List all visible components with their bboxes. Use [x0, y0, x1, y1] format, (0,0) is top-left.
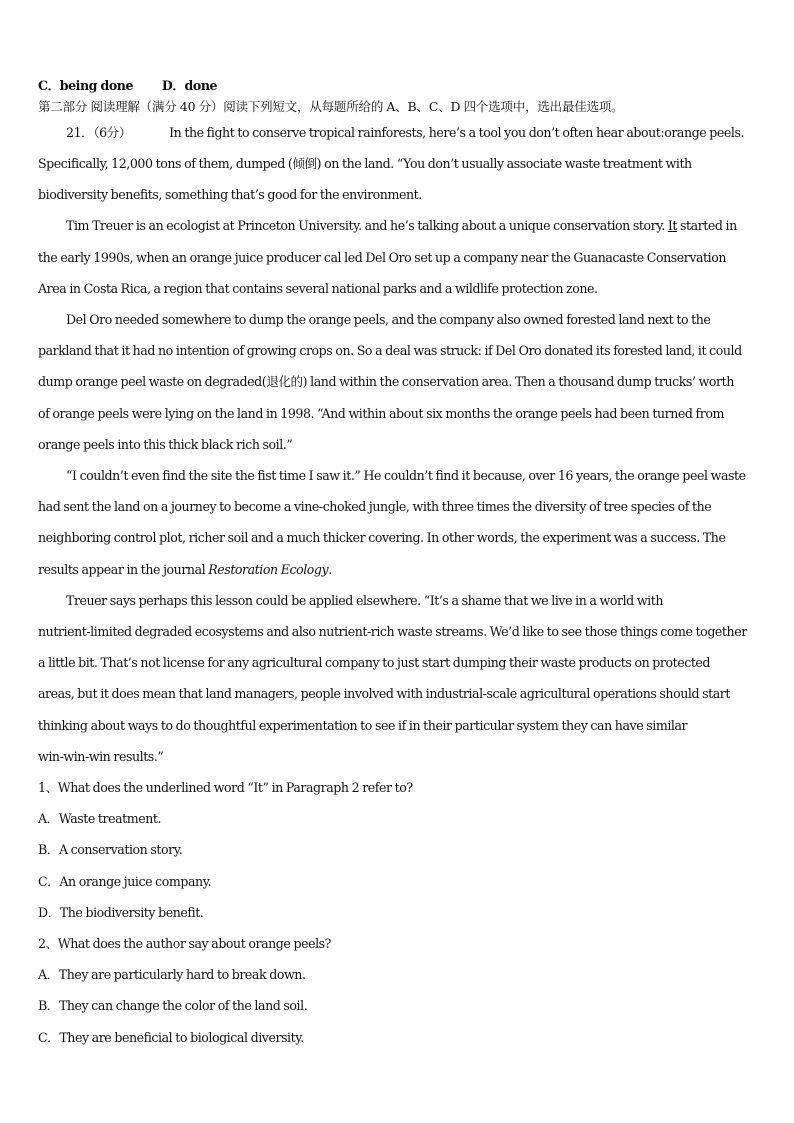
passage-line: areas, but it does mean that land managers, people involved with industrial-scale agricultural operations should start [38, 686, 730, 701]
passage-paragraph-4-last-line [38, 562, 760, 578]
section-heading: 第二部分 阅读理解（满分 40 分）阅读下列短文，从每题所给的 A、B、C、D 四个选项中，选出最佳选项。 [38, 99, 624, 114]
option-c: C．being done [38, 78, 134, 93]
passage-line: of orange peels were lying on the land in 1998. “And within about six months the orange peels had been turned from [38, 406, 724, 421]
passage-paragraph-1-line-1 [66, 125, 760, 141]
question-1-option-c: C．An orange juice company. [38, 874, 212, 889]
question-1-option-b: B．A conservation story. [38, 842, 183, 857]
passage-line: had sent the land on a journey to become a vine-choked jungle, with three times the diversity of tree species of the [38, 499, 712, 514]
passage-line: dump orange peel waste on degraded(退化的) land within the conservation area. Then a thousand dump trucks’ worth [38, 374, 734, 389]
passage-paragraph-5-line-1: Treuer says perhaps this lesson could be applied elsewhere. “It’s a shame that we live in a world with [66, 593, 663, 608]
passage-text: In the fight to conserve tropical rainforests, here’s a tool you don’t often hear about:orange peels. [169, 125, 745, 140]
question-number: 21．（6分） [66, 125, 131, 140]
passage-text: . [328, 562, 332, 577]
question-1-option-a: A．Waste treatment. [38, 811, 162, 826]
passage-line: biodiversity benefits, something that’s good for the environment. [38, 187, 422, 202]
passage-line: thinking about ways to do thoughtful experimentation to see if in their particular system they can have similar [38, 718, 688, 733]
journal-title: Restoration Ecology [208, 562, 329, 577]
passage-line: orange peels into this thick black rich soil.” [38, 437, 293, 452]
passage-text: results appear in the journal [38, 562, 209, 577]
passage-text: started in [676, 218, 737, 233]
passage-paragraph-4-line-1: “I couldn’t even find the site the fist time I saw it.” He couldn’t find it because, over 16 years, the orange peel waste [66, 468, 746, 483]
passage-line: Specifically, 12,000 tons of them, dumped (倾倒) on the land. “You don’t usually associate waste treatment with [38, 156, 692, 171]
passage-text: Tim Treuer is an ecologist at Princeton University. and he’s talking about a unique conservation story. [66, 218, 668, 233]
question-2-option-b: B．They can change the color of the land soil. [38, 998, 308, 1013]
option-d: D．done [161, 78, 218, 93]
passage-line: parkland that it had no intention of growing crops on. So a deal was struck: if Del Oro donated its forested land, it could [38, 343, 742, 358]
question-1-option-d: D．The biodiversity benefit. [38, 905, 204, 920]
underlined-word-it: It [667, 218, 677, 233]
question-2-option-c: C．They are beneficial to biological diversity. [38, 1030, 304, 1045]
passage-line: win-win-win results.” [38, 749, 164, 764]
passage-line: a little bit. That’s not license for any agricultural company to just start dumping their waste products on protected [38, 655, 711, 670]
question-2-option-a: A．They are particularly hard to break down. [38, 967, 306, 982]
passage-line: neighboring control plot, richer soil and a much thicker covering. In other words, the experiment was a success. The [38, 530, 726, 545]
passage-line: nutrient-limited degraded ecosystems and also nutrient-rich waste streams. We’d like to see those things come together [38, 624, 747, 639]
passage-line: the early 1990s, when an orange juice producer cal led Del Oro set up a company near the Guanacaste Conservation [38, 250, 727, 265]
passage-paragraph-2-line-1 [66, 218, 760, 234]
question-2-stem: 2、What does the author say about orange peels? [38, 936, 331, 951]
passage-paragraph-3-line-1: Del Oro needed somewhere to dump the orange peels, and the company also owned forested land next to the [66, 312, 711, 327]
question-1-stem: 1、What does the underlined word “It” in Paragraph 2 refer to? [38, 780, 413, 795]
passage-line: Area in Costa Rica, a region that contains several national parks and a wildlife protection zone. [38, 281, 598, 296]
previous-question-options [38, 78, 760, 94]
